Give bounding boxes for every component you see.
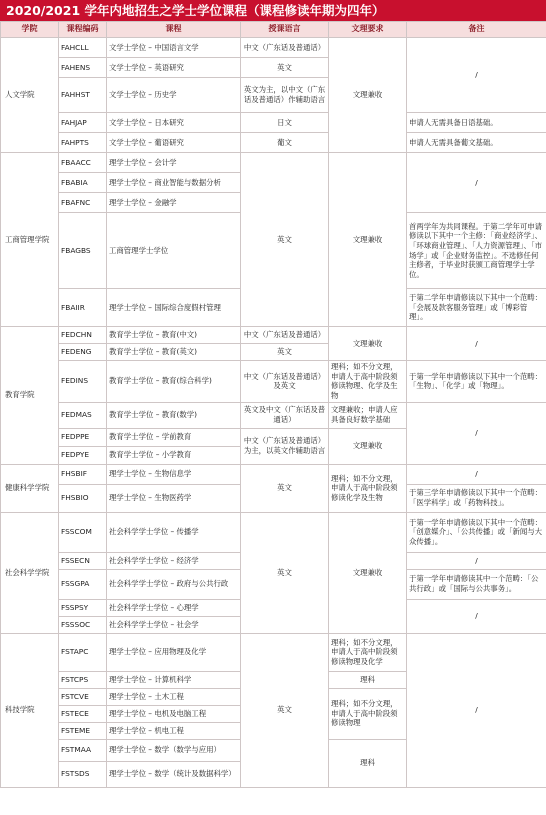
header-requirement: 文理要求: [329, 22, 407, 38]
course-code: FSSECN: [59, 552, 107, 569]
table-row: [1, 38, 546, 58]
course-name: 教育学士学位 – 教育(数学): [107, 402, 241, 428]
course-name: 理学士学位 – 机电工程: [107, 722, 241, 739]
remark-cell: /: [407, 633, 546, 787]
program-table: [0, 21, 546, 788]
course-name: 理学士学位 – 商业智能与数据分析: [107, 173, 241, 193]
course-code: FBABIA: [59, 173, 107, 193]
requirement-cell: 文理兼收: [329, 327, 407, 361]
course-code: FHSBIF: [59, 464, 107, 484]
course-code: FSSCOM: [59, 512, 107, 552]
table-row: [1, 153, 546, 173]
requirement-cell: 理科；如不分文理，申请人于高中阶段须修读物理、化学及生物: [329, 361, 407, 403]
language-cell: 中文（广东话及普通话）及英文: [241, 361, 329, 403]
course-name: 文学士学位 – 历史学: [107, 78, 241, 113]
course-name: 理学士学位 – 生物信息学: [107, 464, 241, 484]
language-cell: 日文: [241, 113, 329, 133]
course-name: 文学士学位 – 日本研究: [107, 113, 241, 133]
course-code: FSTECE: [59, 705, 107, 722]
course-code: FBAGBS: [59, 213, 107, 289]
course-code: FSTAPC: [59, 633, 107, 671]
course-name: 理学士学位 – 数学（统计及数据科学）: [107, 761, 241, 787]
course-code: FBAACC: [59, 153, 107, 173]
table-row: [1, 464, 546, 484]
course-name: 理学士学位 – 应用物理及化学: [107, 633, 241, 671]
school-cell: 教育学院: [1, 327, 59, 465]
header-language: 授课语言: [241, 22, 329, 38]
language-cell: 中文（广东话及普通话）为主，以英文作辅助语言: [241, 428, 329, 464]
course-code: FAHJAP: [59, 113, 107, 133]
course-name: 理学士学位 – 数学（数学与应用）: [107, 739, 241, 761]
requirement-cell: 理科: [329, 671, 407, 688]
remark-cell: 于第二学年申请修读以下其中一个范畴：「会展及款客服务管理」或「博彩管理」。: [407, 289, 546, 327]
course-name: 社会科学学士学位 – 心理学: [107, 599, 241, 616]
requirement-cell: 理科；如不分文理，申请人于高中阶段须修读物理及化学: [329, 633, 407, 671]
remark-cell: 申请人无需具备日语基础。: [407, 113, 546, 133]
course-code: FSSGPA: [59, 569, 107, 599]
course-code: FEDCHN: [59, 327, 107, 344]
table-row: [1, 633, 546, 671]
course-code: FEDINS: [59, 361, 107, 403]
course-code: FSSPSY: [59, 599, 107, 616]
course-name: 工商管理学士学位: [107, 213, 241, 289]
table-row: [1, 113, 546, 133]
remark-cell: /: [407, 552, 546, 569]
requirement-cell: 文理兼收: [329, 153, 407, 327]
remark-cell: 申请人无需具备葡文基础。: [407, 133, 546, 153]
language-cell: 英文: [241, 344, 329, 361]
school-cell: 社会科学学院: [1, 512, 59, 633]
requirement-cell: 文理兼收: [329, 428, 407, 464]
course-code: FAHENS: [59, 58, 107, 78]
requirement-cell: 文理兼收: [329, 38, 407, 153]
course-code: FBAIIR: [59, 289, 107, 327]
course-name: 理学士学位 – 金融学: [107, 193, 241, 213]
course-name: 理学士学位 – 国际综合度假村管理: [107, 289, 241, 327]
language-cell: 英文: [241, 153, 329, 327]
header-row: [1, 22, 546, 38]
header-school: 学院: [1, 22, 59, 38]
requirement-cell: 理科: [329, 739, 407, 787]
course-name: 文学士学位 – 中国语言文学: [107, 38, 241, 58]
school-cell: 人文学院: [1, 38, 59, 153]
course-code: FAHCLL: [59, 38, 107, 58]
header-remarks: 备注: [407, 22, 546, 38]
course-code: FBAFNC: [59, 193, 107, 213]
requirement-cell: 理科；如不分文理，申请人于高中阶段须修读物理: [329, 688, 407, 739]
requirement-cell: 文理兼收；申请人应具备良好数学基础: [329, 402, 407, 428]
course-name: 文学士学位 – 葡语研究: [107, 133, 241, 153]
course-code: FAHHST: [59, 78, 107, 113]
course-name: 理学士学位 – 电机及电脑工程: [107, 705, 241, 722]
remark-cell: /: [407, 599, 546, 633]
language-cell: 英文: [241, 633, 329, 787]
course-name: 理学士学位 – 生物医药学: [107, 484, 241, 512]
school-cell: 工商管理学院: [1, 153, 59, 327]
requirement-cell: 理科；如不分文理，申请人于高中阶段须修读化学及生物: [329, 464, 407, 512]
remark-cell: /: [407, 38, 546, 113]
course-name: 教育学士学位 – 教育(英文): [107, 344, 241, 361]
remark-cell: 于第一学年申请修读以下其中一个范畴：「创意媒介」、「公共传播」或「新闻与大众传播」。: [407, 512, 546, 552]
remark-cell: /: [407, 464, 546, 484]
language-cell: 中文（广东话及普通话）: [241, 38, 329, 58]
course-name: 社会科学学士学位 – 传播学: [107, 512, 241, 552]
course-code: FEDMAS: [59, 402, 107, 428]
course-name: 理学士学位 – 土木工程: [107, 688, 241, 705]
course-name: 文学士学位 – 英语研究: [107, 58, 241, 78]
language-cell: 英文: [241, 464, 329, 512]
course-name: 社会科学学士学位 – 政府与公共行政: [107, 569, 241, 599]
language-cell: 英文及中文（广东话及普通话）: [241, 402, 329, 428]
remark-cell: 于第三学年申请修读以下其中一个范畴：「医学科学」或「药物科技」。: [407, 484, 546, 512]
course-name: 教育学士学位 – 教育(综合科学): [107, 361, 241, 403]
table-row: [1, 133, 546, 153]
school-cell: 健康科学学院: [1, 464, 59, 512]
remark-cell: /: [407, 327, 546, 361]
course-name: 社会科学学士学位 – 社会学: [107, 616, 241, 633]
course-name: 教育学士学位 – 教育(中文): [107, 327, 241, 344]
page-title: 2020/2021 学年内地招生之学士学位课程（课程修读年期为四年）: [0, 0, 546, 21]
header-code: 课程编码: [59, 22, 107, 38]
remark-cell: /: [407, 153, 546, 213]
table-row: [1, 402, 546, 428]
language-cell: 英文: [241, 58, 329, 78]
course-name: 教育学士学位 – 小学教育: [107, 446, 241, 464]
school-cell: 科技学院: [1, 633, 59, 787]
table-row: [1, 327, 546, 344]
remark-cell: 首两学年为共同课程。于第二学年可申请修读以下其中一个主修：「商业经济学」、「环球商业管理」、「人力资源管理」、「市场学」或「企业财务监控」。不选修任何主修者，于毕业时获颁工商管理学士学位。: [407, 213, 546, 289]
course-code: FEDPPE: [59, 428, 107, 446]
header-course: 课程: [107, 22, 241, 38]
course-name: 社会科学学士学位 – 经济学: [107, 552, 241, 569]
course-code: FSTEME: [59, 722, 107, 739]
language-cell: 英文为主，以中文（广东话及普通话）作辅助语言: [241, 78, 329, 113]
requirement-cell: 文理兼收: [329, 512, 407, 633]
course-code: FSTMAA: [59, 739, 107, 761]
course-code: FAHPTS: [59, 133, 107, 153]
remark-cell: /: [407, 402, 546, 464]
course-code: FSSSOC: [59, 616, 107, 633]
table-row: [1, 512, 546, 552]
course-code: FSTSDS: [59, 761, 107, 787]
course-name: 理学士学位 – 会计学: [107, 153, 241, 173]
language-cell: 葡文: [241, 133, 329, 153]
course-code: FEDPYE: [59, 446, 107, 464]
course-name: 理学士学位 – 计算机科学: [107, 671, 241, 688]
course-code: FSTCVE: [59, 688, 107, 705]
course-code: FSTCPS: [59, 671, 107, 688]
table-row: [1, 361, 546, 403]
course-code: FEDENG: [59, 344, 107, 361]
language-cell: 中文（广东话及普通话）: [241, 327, 329, 344]
remark-cell: 于第一学年申请修读以下其中一个范畴：「生物」、「化学」或「物理」。: [407, 361, 546, 403]
course-code: FHSBIO: [59, 484, 107, 512]
language-cell: 英文: [241, 512, 329, 633]
remark-cell: 于第一学年申请修读其中一个范畴：「公共行政」或「国际与公共事务」。: [407, 569, 546, 599]
course-name: 教育学士学位 – 学前教育: [107, 428, 241, 446]
